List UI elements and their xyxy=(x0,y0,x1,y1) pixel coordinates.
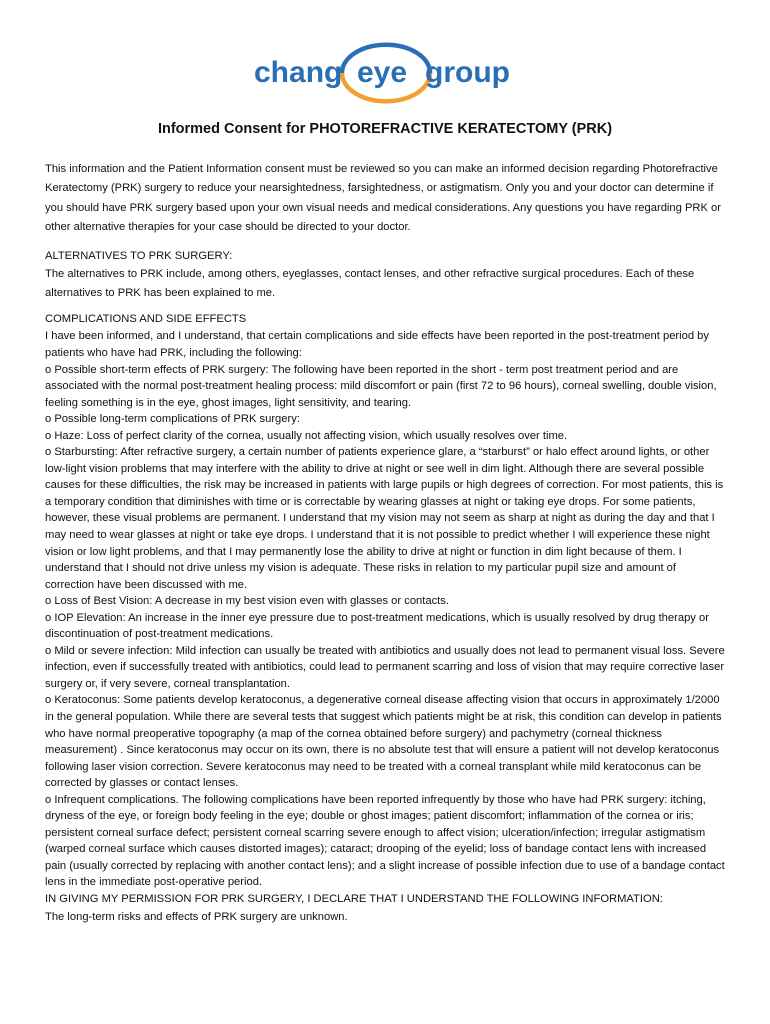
list-item: o Loss of Best Vision: A decrease in my best vision even with glasses or contacts. xyxy=(45,595,449,608)
alternatives-heading: ALTERNATIVES TO PRK SURGERY: xyxy=(45,249,233,262)
intro-paragraph: This information and the Patient Information consent must be reviewed so you can make an informed decision regarding Photorefractive Keratectomy (PRK) surgery to reduce your nearsightedness, farsightedness, or astigmatism. Only you and your doctor can determine if you should have PRK surgery based upon your own visual needs and medical considerations. Any questions you have regarding PRK or other alternative therapies for your case should be directed to your doctor. xyxy=(45,163,722,234)
list-item: o Infrequent complications. The following complications have been reported infrequently by those who have had PRK surgery: itching, dryness of the eye, or foreign body feeling in the eye; double or ghost images; patient discomfort; inflammation of the cornea or iris; persistent corneal surface defect; persistent corneal scarring severe enough to affect vision; ulceration/infection; irregular astigmatism (warped corneal surface which causes distorted images); cataract; drooping of the eyelid; loss of bandage contact lens with increased pain (usually corrected by replacing with another contact lens); and a slight increase of possible infection due to use of a bandage contact lens in the immediate post-operative period. xyxy=(45,793,725,889)
list-item: o Keratoconus: Some patients develop keratoconus, a degenerative corneal disease affecting vision that occurs in approximately 1/2000 in the general population. While there are several tests that suggest which patients might be at risk, this condition can develop in patients who have normal preoperative topography (a map of the cornea obtained before surgery) and pachymetry (corneal thickness measurement) . Since keratoconus may occur on its own, there is no absolute test that will ensure a patient will not develop keratoconus following laser vision correction. Severe keratoconus may need to be treated with a corneal transplant while mild keratoconus can be corrected by glasses or contact lenses. xyxy=(45,694,722,790)
complications-heading: COMPLICATIONS AND SIDE EFFECTS xyxy=(45,313,247,326)
list-item: o Possible short-term effects of PRK surgery: The following have been reported in the short - term post treatment period and are associated with the normal post-treatment healing process: mild discomfort or pain (first 72 to 96 hours), corneal swelling, double vision, feeling something is in the eye, ghost images, light sensitivity, and tearing. xyxy=(45,363,717,409)
logo-word-group: group xyxy=(425,56,510,89)
complications-intro: I have been informed, and I understand, that certain complications and side effects have been reported in the post-treatment period by patients who have had PRK, including the following: xyxy=(45,330,709,359)
logo-word-eye: eye xyxy=(357,56,408,89)
list-item: o Possible long-term complications of PRK surgery: xyxy=(45,413,300,426)
list-item: o IOP Elevation: An increase in the inner eye pressure due to post-treatment medications, which is usually resolved by drug therapy or discontinuation of post-treatment medications. xyxy=(45,611,709,641)
list-item: o Haze: Loss of perfect clarity of the cornea, usually not affecting vision, which usually resolves over time. xyxy=(45,429,568,442)
closing-statement: The long-term risks and effects of PRK surgery are unknown. xyxy=(45,910,348,923)
logo-word-chang: chang xyxy=(254,56,343,89)
chang-eye-group-logo xyxy=(252,42,522,104)
permission-statement: IN GIVING MY PERMISSION FOR PRK SURGERY, I DECLARE THAT I UNDERSTAND THE FOLLOWING INFORMATION: xyxy=(45,893,663,906)
list-item: o Starbursting: After refractive surgery, a certain number of patients experience glare, a “starburst” or halo effect around lights, or other low-light vision problems that may interfere with the ability to drive at night or see well in dim light. Although there are several possible causes for these difficulties, the risk may be increased in patients with large pupils or high degrees of correction. For most patients, this is a temporary condition that diminishes with time or is correctable by wearing glasses at night or taking eye drops. For some patients, however, these visual problems are permanent. I understand that my vision may not seem as sharp at night as during the day and that I may need to wear glasses at night or take eye drops. I understand that it is not possible to predict whether I will experience these night vision or low light problems, and that I may permanently lose the ability to drive at night or function in dim light because of them. I understand that I should not drive unless my vision is adequate. These risks in relation to my particular pupil size and amount of correction have been discussed with me. xyxy=(45,446,724,591)
complications-section xyxy=(45,328,725,907)
document-title: Informed Consent for PHOTOREFRACTIVE KERATECTOMY (PRK) xyxy=(157,121,613,137)
alternatives-paragraph: The alternatives to PRK include, among others, eyeglasses, contact lenses, and other refractive surgical procedures. Each of these alternatives to PRK has been explained to me. xyxy=(45,267,695,300)
document-body xyxy=(45,160,725,927)
eye-logo-icon xyxy=(252,42,522,104)
list-item: o Mild or severe infection: Mild infection can usually be treated with antibiotics and usually does not lead to permanent visual loss. Severe infection, even if successfully treated with antibiotics, could lead to permanent scarring and loss of vision that may require corrective laser surgery or, if very severe, corneal transplantation. xyxy=(45,644,725,690)
